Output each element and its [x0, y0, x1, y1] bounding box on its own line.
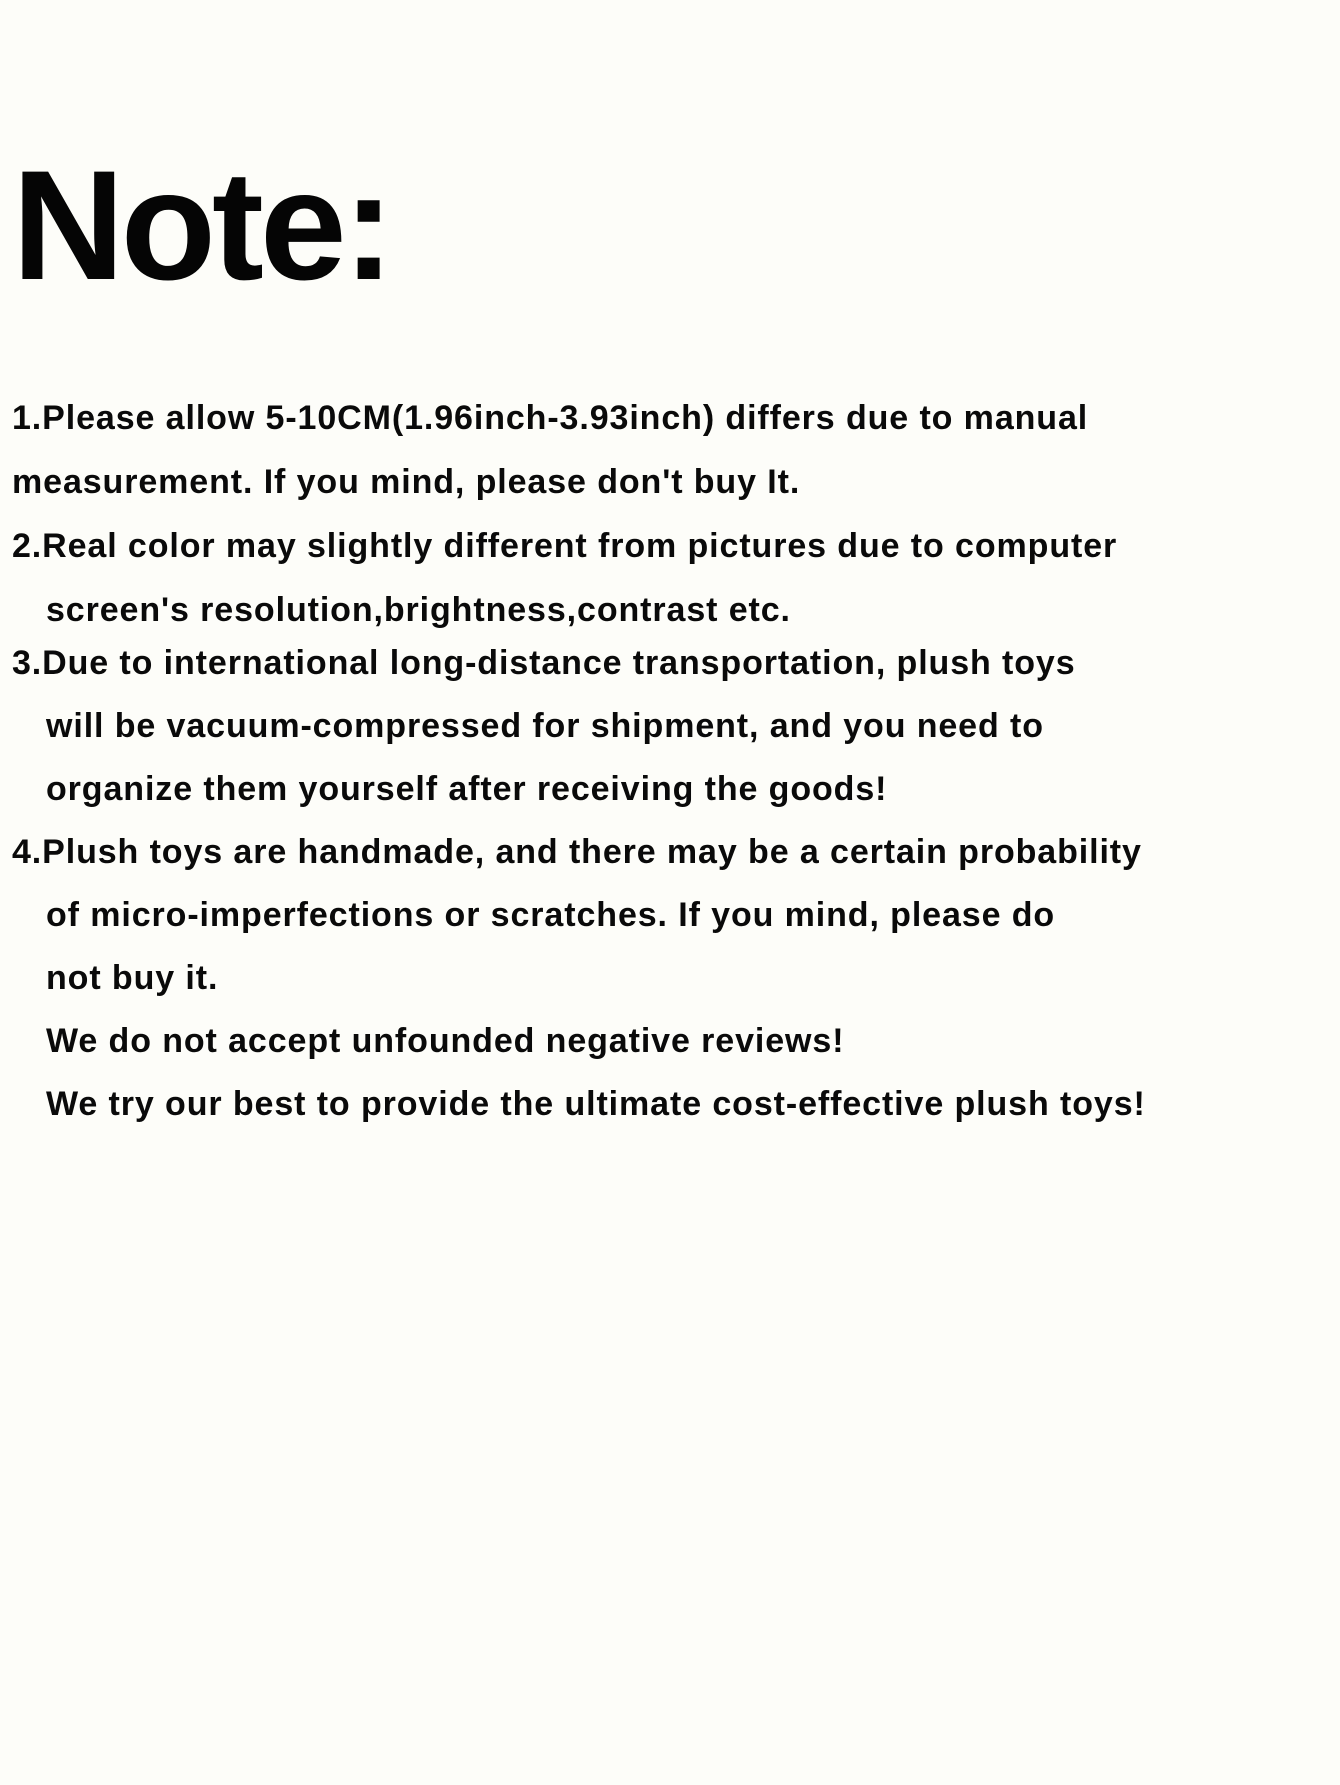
note-item-2-line-2: screen's resolution,brightness,contrast etc.: [46, 591, 791, 629]
note-value-statement: We try our best to provide the ultimate cost-effective plush toys!: [46, 1085, 1146, 1123]
note-item-4-line-3: not buy it.: [46, 959, 219, 997]
note-item-1-line-1: 1.Please allow 5-10CM(1.96inch-3.93inch) differs due to manual: [12, 399, 1089, 437]
note-item-2-line-1: 2.Real color may slightly different from pictures due to computer: [12, 527, 1118, 565]
note-item-3-line-2: will be vacuum-compressed for shipment, and you need to: [46, 707, 1044, 745]
note-item-3-line-1: 3.Due to international long-distance transportation, plush toys: [12, 644, 1076, 682]
note-item-3-line-3: organize them yourself after receiving the goods!: [46, 770, 888, 808]
note-title: Note:: [12, 139, 391, 313]
note-reviews-statement: We do not accept unfounded negative reviews!: [46, 1022, 845, 1060]
note-item-4-line-1: 4.Plush toys are handmade, and there may be a certain probability: [12, 833, 1142, 871]
note-item-4-line-2: of micro-imperfections or scratches. If you mind, please do: [46, 896, 1056, 934]
note-item-1-line-2: measurement. If you mind, please don't buy It.: [12, 463, 801, 501]
